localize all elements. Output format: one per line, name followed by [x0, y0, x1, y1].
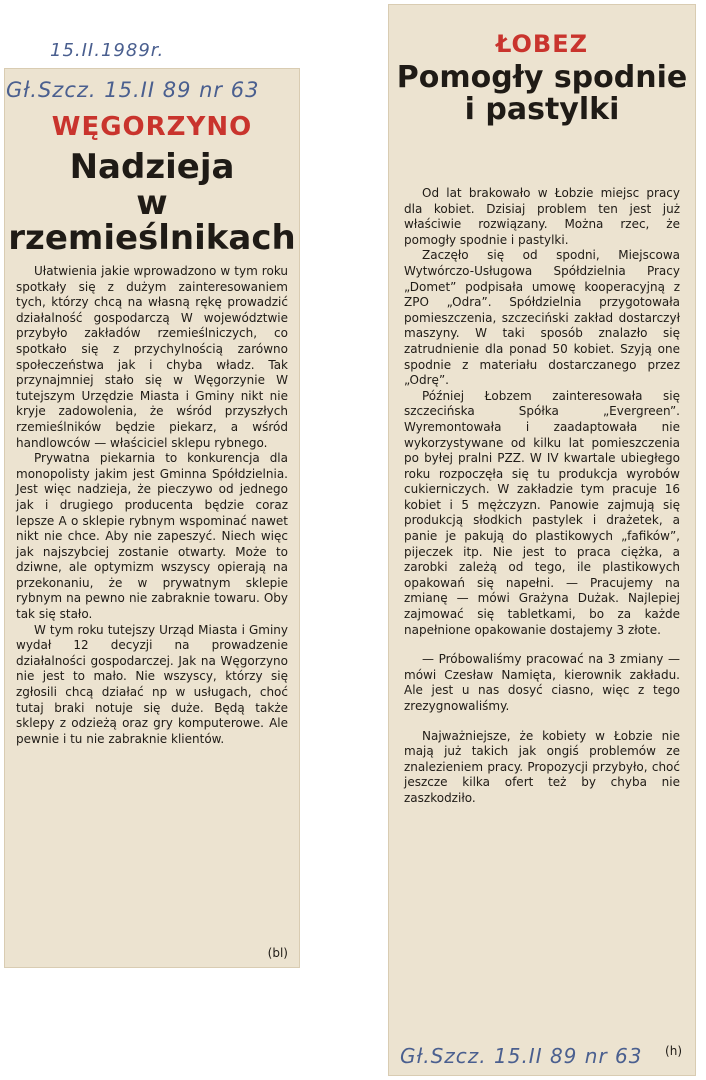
paragraph: W tym roku tutejszy Urząd Miasta i Gminy wydał 12 decyzji na prowadzenie działalności gospodarczej. Jak na Węgorzyno nie jest to mało. Nie wszyscy, którzy się zgłosili chcą działać np w usługach, choć tutaj braki notuje się duże. Będą także sklepy z odzieżą oraz gry komputerowe. Ale pewnie i tu nie zabraknie klientów.	[16, 622, 288, 746]
article-place: ŁOBEZ	[495, 30, 589, 58]
article-signature: (bl)	[267, 946, 288, 960]
article-body	[404, 186, 680, 807]
paragraph: Najważniejsze, że kobiety w Łobzie nie mają już takich jak ongiś problemów ze znalezieniem pracy. Propozycji przybyło, choć jeszcze kilka ofert też by chyba nie zaszkodziło.	[404, 728, 680, 805]
paragraph: Ułatwienia jakie wprowadzono w tym roku spotkały się z dużym zainteresowaniem tych, którzy chcą na własną rękę prowadzić działalność gospodarczą W województwie przybyło zakładów rzemieślniczych, co spotkało się z przychylnością zarówno społeczeństwa jak i chyba władz. Tak przynajmniej stało się w Węgorzynie W tutejszym Urzędzie Miasta i Gminy nikt nie kryje zadowolenia, że wśród przyszłych rzemieślników będzie piekarz, a wśród handlowców — właściciel sklepu rybnego.	[16, 264, 288, 450]
handwritten-note: Gł.Szcz. 15.II 89 nr 63	[6, 78, 260, 102]
article-headline	[388, 62, 696, 125]
clipping-lobez	[388, 4, 696, 1076]
paragraph: Od lat brakowało w Łobzie miejsc pracy dla kobiet. Dzisiaj problem ten jest już właściwie rozwiązany. Można rzec, że pomogły spodnie i pastylki.	[404, 186, 680, 247]
headline-line-2: w rzemieślnikach	[8, 182, 296, 259]
article-body	[16, 264, 288, 747]
paragraph: Zaczęło się od spodni, Miejscowa Wytwórczo-Usługowa Spółdzielnia Pracy „Domet” podpisała umowę kooperacyjną z ZPO „Odra”. Spółdzielnia przygotowała pomieszczenia, szczeciński zakład dostarczył maszyny. W taki sposób znalazło się zatrudnienie dla ponad 50 kobiet. Szyją one spodnie z materiału dostarczanego przez „Odrę”.	[404, 248, 680, 388]
paragraph: — Próbowaliśmy pracować na 3 zmiany — mówi Czesław Namięta, kierownik zakładu. Ale jest u nas dosyć ciasno, więc z tego zrezygnowaliśmy.	[404, 652, 680, 713]
headline-line-2: i pastylki	[464, 91, 620, 127]
handwritten-date: 15.II.1989r.	[50, 40, 165, 61]
article-signature: (h)	[665, 1044, 682, 1058]
article-headline	[4, 147, 300, 259]
headline-line-1: Pomogły spodnie	[396, 60, 688, 95]
paragraph: Prywatna piekarnia to konkurencja dla monopolisty jakim jest Gminna Spółdzielnia. Jest więc nadzieja, że pieczywo od jednego jak i drugiego producenta będzie coraz lepsze A o sklepie rybnym wspominać nawet nikt nie chce. Aby nie zapeszyć. Niech więc jak najszybciej zostanie otwarty. Może to dziwne, ale optymizm wszyscy opierają na przekonaniu, że w prywatnym sklepie rybnym na pewno nie zabraknie towaru. Oby tak się stało.	[16, 451, 288, 622]
paragraph: Później Łobzem zainteresowała się szczecińska Spółka „Evergreen”. Wyremontowała i zaadaptowała nie wykorzystywane od kilku lat pomieszczenia po byłej pralni PZZ. W IV kwartale ubiegłego roku rozpoczęła się tu produkcja wyrobów cukierniczych. W zakładzie tym pracuje 16 kobiet i 5 mężczyzn. Panowie zajmują się produkcją słodkich pastylek i drażetek, a panie je pakują do plastikowych „fafików”, pijeczek itp. Nie jest to praca ciężka, a zarobki zależą od tego, ile plastikowych opakowań się napełni. — Pracujemy na zmianę — mówi Grażyna Dużak. Najlepiej zajmować się tabletkami, bo za każde napełnione opakowanie dostajemy 3 złote.	[404, 388, 680, 637]
clipping-wegorzyno	[4, 68, 300, 968]
article-place: WĘGORZYNO	[51, 112, 253, 142]
handwritten-note: Gł.Szcz. 15.II 89 nr 63	[400, 1044, 643, 1068]
headline-line-1: Nadzieja	[69, 147, 235, 187]
